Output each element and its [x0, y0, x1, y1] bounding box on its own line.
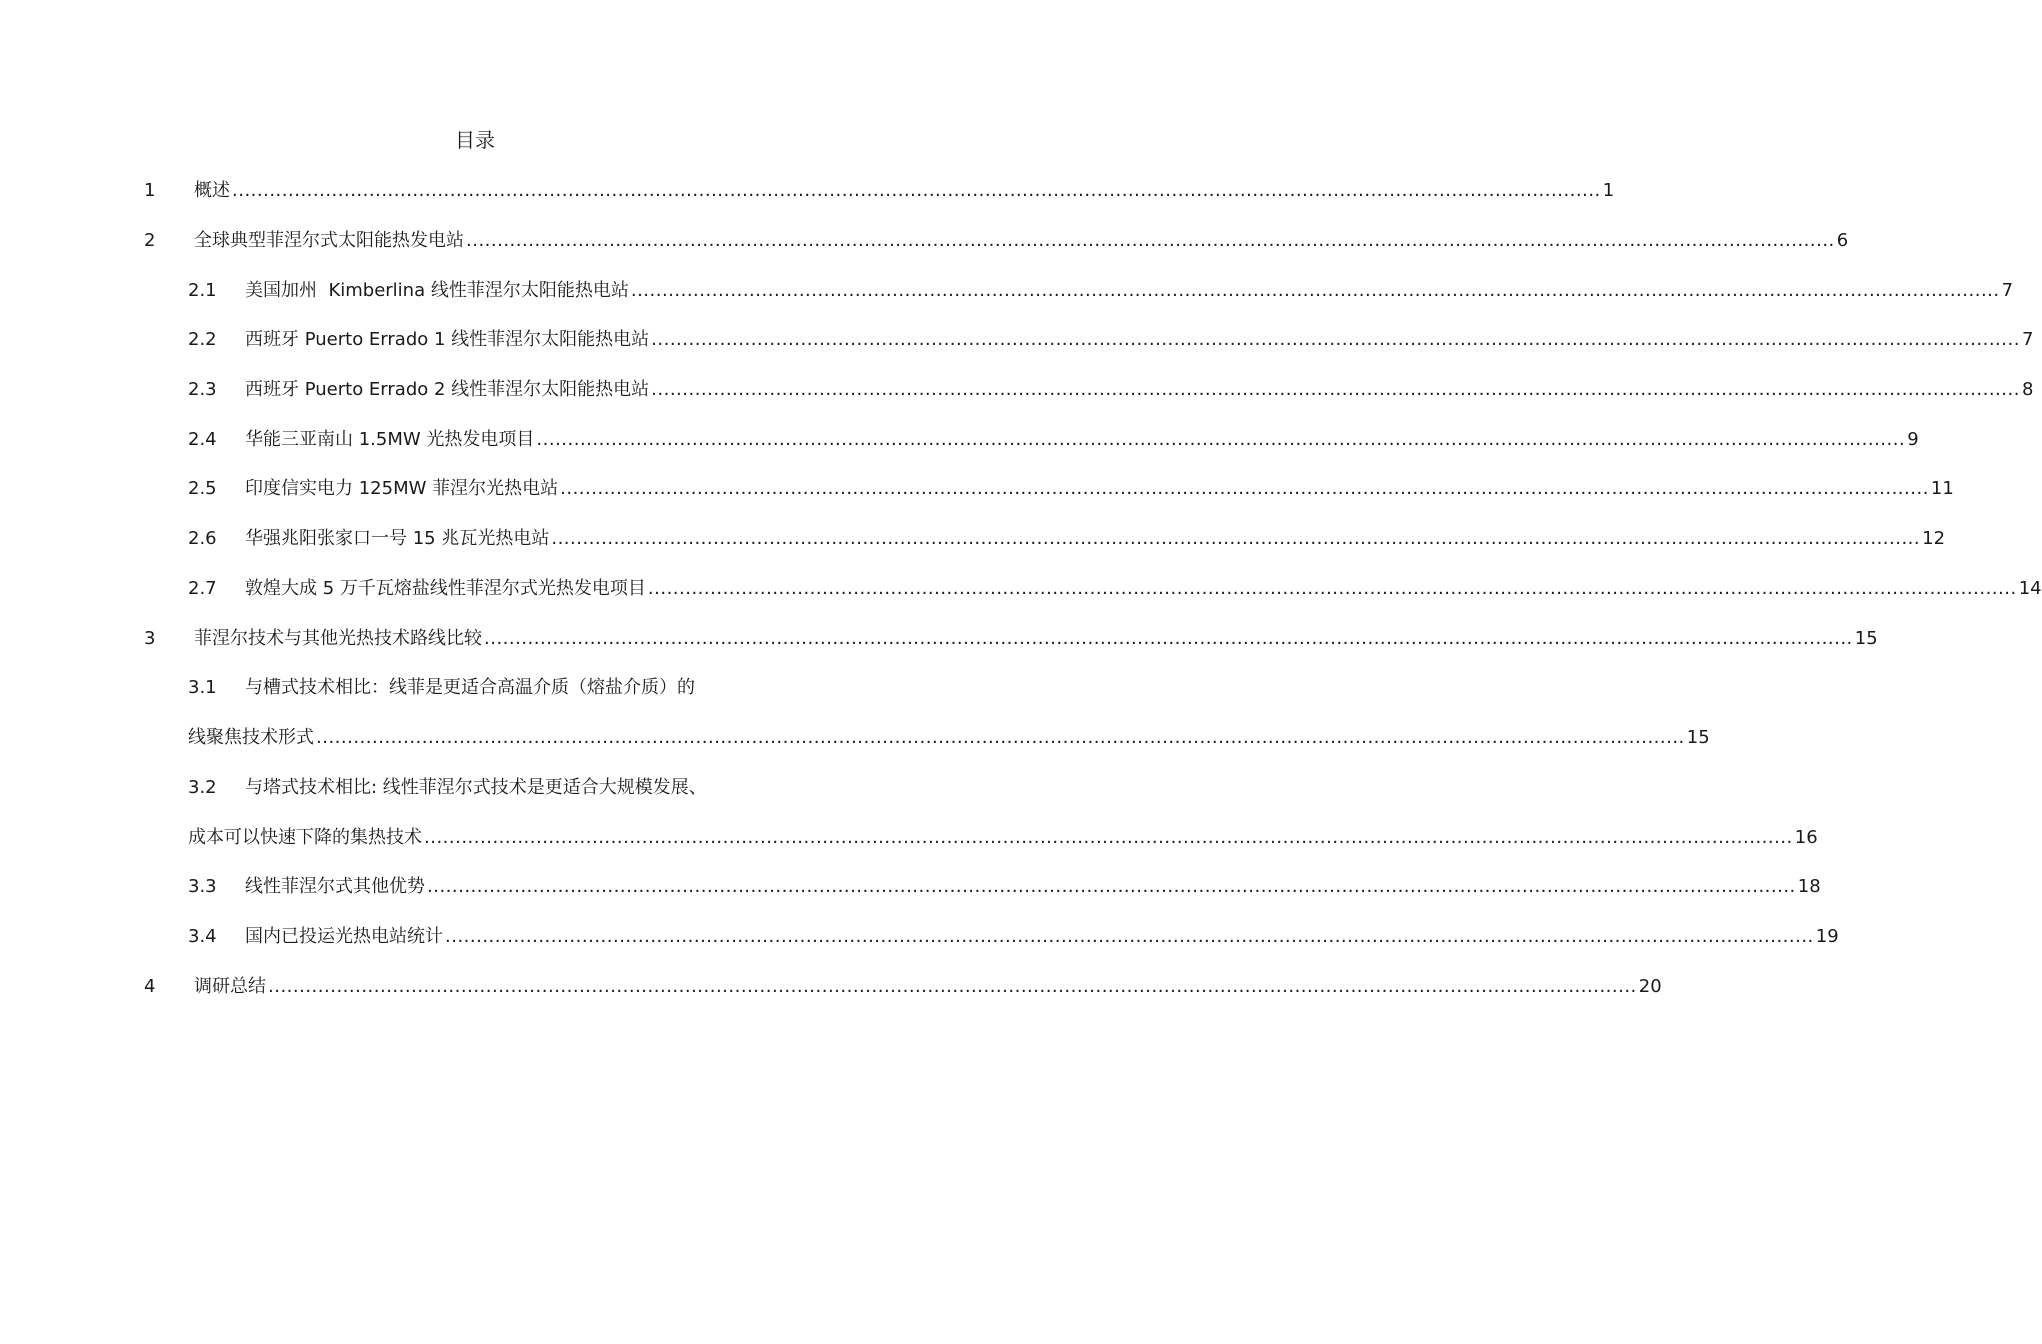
- toc-entry-4[interactable]: [144, 972, 1662, 1002]
- toc-entry-3-2-line2[interactable]: [188, 823, 1818, 853]
- toc-entry-page: 18: [1797, 876, 1821, 897]
- toc-entry-number: 3.1: [188, 677, 217, 698]
- toc-entry-title-line2: 成本可以快速下降的集热技术: [188, 827, 422, 848]
- toc-entry-number: 3.4: [188, 926, 217, 947]
- toc-entry-number: 2: [144, 230, 156, 251]
- dot-leader: [427, 872, 1796, 902]
- toc-entry-title: 概述: [194, 180, 230, 201]
- toc-entry-title: 调研总结: [194, 976, 266, 997]
- dot-leader: [484, 624, 1853, 654]
- dot-leader: [445, 922, 1814, 952]
- toc-entry-3[interactable]: [144, 624, 1878, 654]
- toc-entry-number: 2.3: [188, 379, 217, 400]
- toc-entry-page: 19: [1815, 926, 1839, 947]
- toc-entry-page: 7: [2021, 329, 2034, 350]
- toc-entry-number: 2.6: [188, 528, 217, 549]
- toc-entry-page: 20: [1638, 976, 1662, 997]
- dot-leader: [316, 723, 1685, 753]
- toc-entry-title: 华能三亚南山 1.5MW 光热发电项目: [245, 429, 535, 450]
- dot-leader: [651, 325, 2020, 355]
- toc-entry-page: 9: [1907, 429, 1919, 450]
- dot-leader: [651, 375, 2020, 405]
- toc-entry-page: 7: [2001, 280, 2014, 301]
- dot-leader: [536, 425, 1905, 455]
- toc-entry-title: 美国加州 Kimberlina 线性菲涅尔太阳能热电站: [245, 280, 629, 301]
- toc-entry-title: 全球典型菲涅尔式太阳能热发电站: [194, 230, 464, 251]
- toc-entry-page: 15: [1686, 727, 1710, 748]
- toc-entry-page: 1: [1602, 180, 1615, 201]
- toc-entry-page: 6: [1836, 230, 1849, 251]
- toc-entry-3-4[interactable]: [188, 922, 1839, 952]
- toc-entry-number: 2.7: [188, 578, 217, 599]
- dot-leader: [268, 972, 1637, 1002]
- dot-leader: [551, 524, 1920, 554]
- dot-leader: [466, 226, 1835, 256]
- toc-entry-2-3[interactable]: [188, 375, 2034, 405]
- toc-entry-3-2-line1[interactable]: [188, 773, 806, 803]
- toc-entry-number: 2.5: [188, 478, 217, 499]
- toc-entry-title-line2: 线聚焦技术形式: [188, 727, 314, 748]
- toc-entry-title-line1: 与塔式技术相比: 线性菲涅尔式技术是更适合大规模发展、: [245, 777, 707, 798]
- dot-leader: [631, 276, 2000, 306]
- toc-entry-title: 华强兆阳张家口一号 15 兆瓦光热电站: [245, 528, 550, 549]
- toc-entry-number: 4: [144, 976, 156, 997]
- dot-leader: [560, 474, 1929, 504]
- toc-entry-title-line1: 与槽式技术相比：线菲是更适合高温介质（熔盐介质）的: [245, 677, 695, 698]
- toc-entry-page: 11: [1930, 478, 1954, 499]
- toc-entry-number: 3.3: [188, 876, 217, 897]
- toc-entry-3-1-line2[interactable]: [188, 723, 1710, 753]
- toc-entry-number: 1: [144, 180, 156, 201]
- toc-entry-title: 印度信实电力 125MW 菲涅尔光热电站: [245, 478, 559, 499]
- toc-entry-number: 3.2: [188, 777, 217, 798]
- toc-entry-3-3[interactable]: [188, 872, 1821, 902]
- toc-entry-page: 14: [2018, 578, 2042, 599]
- dot-leader: [232, 176, 1601, 206]
- dot-leader: [648, 574, 2017, 604]
- toc-entry-3-1-line1[interactable]: [188, 673, 806, 703]
- dot-leader: [424, 823, 1793, 853]
- toc-entry-page: 8: [2021, 379, 2034, 400]
- toc-entry-number: 2.2: [188, 329, 217, 350]
- toc-entry-2[interactable]: [144, 226, 1849, 256]
- toc-entry-page: 12: [1922, 528, 1946, 549]
- toc-entry-number: 3: [144, 628, 156, 649]
- toc-entry-2-4[interactable]: [188, 425, 1919, 455]
- toc-title: 目录: [455, 128, 495, 152]
- toc-entry-title: 国内已投运光热电站统计: [245, 926, 443, 947]
- toc-entry-title: 西班牙 Puerto Errado 1 线性菲涅尔太阳能热电站: [245, 329, 650, 350]
- toc-entry-title: 西班牙 Puerto Errado 2 线性菲涅尔太阳能热电站: [245, 379, 650, 400]
- toc-entry-2-7[interactable]: [188, 574, 2042, 604]
- toc-entry-number: 2.4: [188, 429, 217, 450]
- toc-entry-title: 线性菲涅尔式其他优势: [245, 876, 425, 897]
- toc-entry-number: 2.1: [188, 280, 217, 301]
- toc-entry-2-6[interactable]: [188, 524, 1946, 554]
- toc-entry-2-2[interactable]: [188, 325, 2034, 355]
- toc-entry-title: 敦煌大成 5 万千瓦熔盐线性菲涅尔式光热发电项目: [245, 578, 646, 599]
- toc-entry-page: 16: [1794, 827, 1818, 848]
- toc-entry-page: 15: [1854, 628, 1878, 649]
- toc-entry-title: 菲涅尔技术与其他光热技术路线比较: [194, 628, 482, 649]
- toc-entry-2-1[interactable]: [188, 276, 2014, 306]
- toc-entry-2-5[interactable]: [188, 474, 1954, 504]
- toc-entry-1[interactable]: [144, 176, 1615, 206]
